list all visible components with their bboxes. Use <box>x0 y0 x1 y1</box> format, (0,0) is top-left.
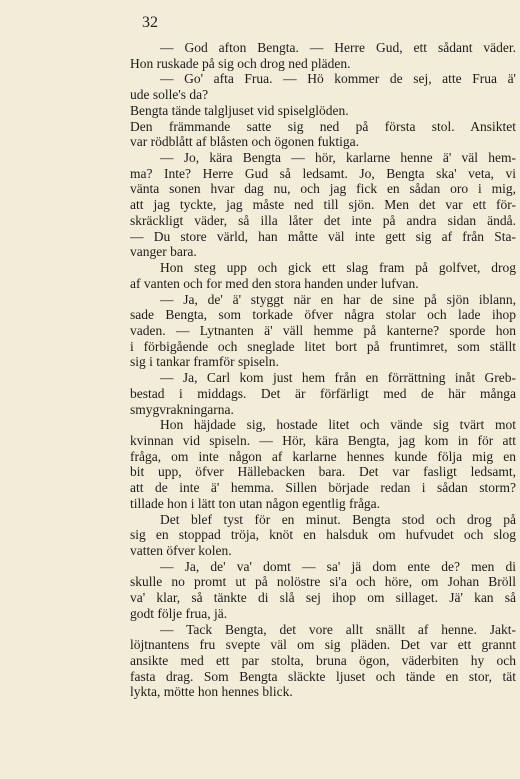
text-line: — Ja, de' va' domt — sa' jä dom ente de? men di <box>160 558 516 574</box>
text-line: tillade hon i lätt ton utan någon egentlig fråga. <box>130 495 381 511</box>
text-line: Hon häjdade sig, hostade litet och vände sig tvärt mot <box>160 417 516 433</box>
text-line: bestad i middags. Det är förfärligt med de här många <box>130 385 516 401</box>
text-line: vänta sonen hvar dag nu, och jag fick en sådan oro i mig, <box>130 181 516 197</box>
text-line: af vanten och for med den stora handen under lufvan. <box>130 275 419 291</box>
text-line: va' klar, så tänkte di slå sej ihop om sillaget. Jä' kan så <box>130 590 516 606</box>
text-line: Hon steg upp och gick ett slag fram på golfvet, drog <box>160 260 516 276</box>
body-text <box>130 40 516 700</box>
text-line: kvinnan vid spiseln. — Hör, kära Bengta, jag kom in för att <box>130 432 516 448</box>
text-line: bit upp, öfver Hällebacken bara. Det var fasligt ledsamt, <box>130 464 516 480</box>
text-line: vatten öfver kolen. <box>130 543 232 558</box>
text-line: Hon ruskade på sig och drog ned pläden. <box>130 55 351 71</box>
text-line: Bengta tände talgljuset vid spiselglöden. <box>130 102 349 118</box>
text-line: ma? Inte? Herre Gud så ledsamt. Jo, Bengta ska' veta, vi <box>130 165 516 181</box>
text-line: ansikte med ett par stolta, bruna ögon, väderbiten hy och <box>130 653 516 669</box>
text-line: sade Bengta, som torkade öfver några stolar och lade ihop <box>130 307 516 323</box>
text-line: lykta, mötte hon hennes blick. <box>130 684 293 700</box>
text-line: sig i tankar framför spiseln. <box>130 354 279 370</box>
text-line: ude solle's da? <box>130 87 209 103</box>
text-line: att de inte ä' hemma. Sillen började redan i sådan storm? <box>130 480 516 496</box>
text-line: att jag tyckte, jag måste ned till sjön. Men det var ett för- <box>130 197 516 213</box>
text-line: fasta drag. Som Bengta släckte ljuset och tände en stor, tät <box>130 668 516 684</box>
text-line: var rödblått af blåsten och ögonen fuktiga. <box>130 134 360 150</box>
text-line: godt följe frua, jä. <box>130 605 228 621</box>
text-line: skräckligt väder, så illa låter det inte på andra sidan ändå. <box>130 212 516 228</box>
text-line: skulle no promt ut på nolöstre si'a och höre, om Johan Bröll <box>130 574 516 590</box>
text-line: — Du store värld, han måtte väl inte gett sig af från Sta- <box>130 228 516 244</box>
text-line: löjtnantens fru svepte väl om sig pläden. Det var ett grannt <box>130 637 516 653</box>
text-line: vanger bara. <box>130 244 197 260</box>
text-line: i förbigående och sneglade litet bort på fruntimret, som ställt <box>130 338 516 354</box>
text-line: fråga, om inte någon af karlarne hennes kunde följa mig en <box>130 448 516 464</box>
text-line: Det blef tyst för en minut. Bengta stod och drog på <box>160 511 516 527</box>
text-line: vaden. — Lytnanten ä' väll hemme på kanterne? sporde hon <box>130 322 516 338</box>
text-line: Den främmande satte sig ned på första stol. Ansiktet <box>130 118 516 134</box>
text-line: sig en stoppad tröja, knöt en halsduk om hufvudet och slog <box>130 527 516 543</box>
text-line: — Tack Bengta, det vore allt snällt af henne. Jakt- <box>160 621 516 637</box>
text-line: — God afton Bengta. — Herre Gud, ett sådant väder. <box>160 40 516 55</box>
text-line: smygvrakningarna. <box>130 401 234 417</box>
page-number: 32 <box>142 14 158 31</box>
text-line: — Ja, de' ä' styggt när en har de sine på sjön iblann, <box>160 291 516 307</box>
text-line: — Go' afta Frua. — Hö kommer de sej, atte Frua ä' <box>160 71 516 87</box>
text-line: — Ja, Carl kom just hem från en förrättning inåt Greb- <box>160 370 516 386</box>
text-line: — Jo, kära Bengta — hör, karlarne henne ä' väl hem- <box>160 150 516 166</box>
